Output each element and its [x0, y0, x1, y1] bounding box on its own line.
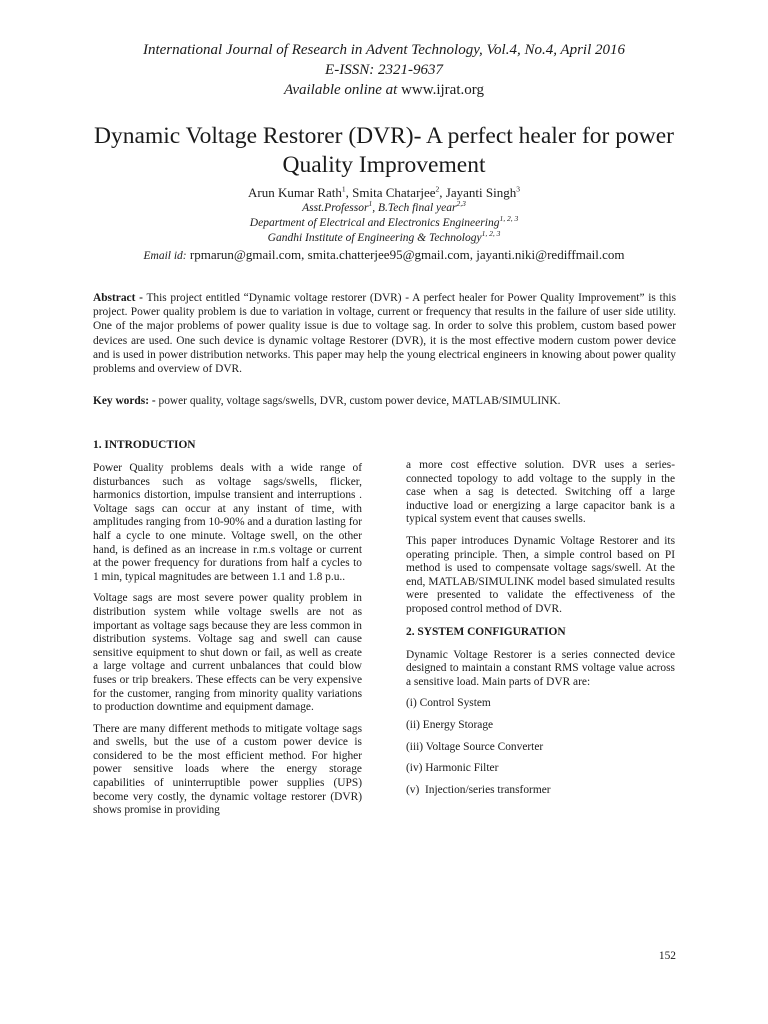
abstract-text: This project entitled “Dynamic voltage restorer (DVR) - A perfect healer for Power Quality Improvement” is this project. Power quality problem is due to variation in voltage, current or frequency that results in the failure of user side utility. One of the major problems of power quality issue is due to voltage sag. In order to solve this problem, custom based power devices are used. One such device is dynamic voltage Restorer (DVR), it is the most effective modern custom power device and is used in power distribution networks. This paper may help the young electrical engineers in knowing about power quality problems and overview of DVR.	[93, 292, 676, 376]
right-column	[406, 459, 675, 805]
keywords-text: power quality, voltage sags/swells, DVR, custom power device, MATLAB/SIMULINK.	[158, 395, 561, 407]
page-number: 152	[658, 950, 676, 962]
author-name: Jayanti Singh	[445, 185, 517, 200]
list-item: (iv) Harmonic Filter	[406, 762, 499, 775]
author-designation: Asst.Professor$^1$, B.Tech final year$^{2,3}$	[302, 199, 466, 214]
author-institute: Gandhi Institute of Engineering & Technology$^{1, 2, 3}$	[267, 229, 501, 244]
availability-prefix: Available online at	[284, 82, 398, 98]
paragraph: Power Quality problems deals with a wide range of disturbances such as voltage sags/swells, flicker, harmonics distortion, impulse transient and interruptions . Voltage sags can occur at any instant of time, with amplitudes ranging from 10-90% and a duration lasting for half a cycle to one minute. Voltage swell, on the other hand, is defined as an increase in r.m.s voltage or current at the power frequency for durations from half a cycles to 1 min, typical magnitudes are between 1.1 and 1.8 p.u..	[93, 462, 362, 583]
author-affil-mark: 2	[435, 184, 440, 194]
list-item: (v) Injection/series transformer	[406, 783, 551, 796]
author-emails	[60, 246, 708, 264]
author-name: Arun Kumar Rath	[248, 185, 342, 200]
author-department: Department of Electrical and Electronics Engineering$^{1, 2, 3}$	[249, 214, 519, 229]
left-column	[93, 438, 362, 826]
keywords-label: Key words: -	[93, 395, 156, 407]
list-item: (ii) Energy Storage	[406, 718, 494, 731]
journal-url-link[interactable]: www.ijrat.org	[401, 82, 484, 98]
author-block	[60, 184, 708, 264]
journal-header	[0, 40, 768, 100]
author-names: Arun Kumar Rath$^1$, Smita Chatarjee$^2$, Jayanti Singh$^3$	[248, 184, 520, 200]
paragraph: There are many different methods to mitigate voltage sags and swells, but the use of a custom power device is considered to be the most efficient method. For higher power sensitive loads where the energy storage capabilities of uninterruptible power supplies (UPS) become very costly, the dynamic voltage restorer (DVR) shows promise in providing	[93, 722, 362, 817]
list-item: (i) Control System	[406, 697, 491, 710]
email-list[interactable]: rpmarun@gmail.com, smita.chatterjee95@gmail.com, jayanti.niki@rediffmail.com	[189, 247, 625, 262]
journal-issn: E-ISSN: 2321-9637	[325, 62, 443, 78]
author-affil-mark: 3	[516, 184, 520, 194]
email-label: Email id:	[143, 250, 187, 262]
list-item: (iii) Voltage Source Converter	[406, 740, 544, 753]
journal-availability	[0, 80, 768, 100]
section-heading-introduction: 1. INTRODUCTION	[93, 439, 196, 451]
abstract-label: Abstract -	[93, 292, 143, 304]
author-name: Smita Chatarjee	[352, 185, 436, 200]
paragraph: This paper introduces Dynamic Voltage Restorer and its operating principle. Then, a simple control based on PI method is used to compensate voltage sags/swell. At the end, MATLAB/SIMULINK model based simulated results were presented to validate the effectiveness of the proposed control method of DVR.	[406, 534, 675, 615]
paper-title: Dynamic Voltage Restorer (DVR)- A perfect healer for power Quality Improvement	[94, 123, 674, 178]
paragraph: Voltage sags are most severe power quality problem in distribution system while voltage swells are not as important as voltage sags because they are less common in distribution systems. Voltage sag and swell can cause sensitive equipment to shut down or fail, as well as create a large voltage and current unbalances that could blow fuses or trip breakers. These effects can be very expensive for the customer, ranging from minority quality variations to production downtime and equipment damage.	[93, 592, 362, 714]
abstract	[93, 291, 676, 376]
paragraph: Dynamic Voltage Restorer is a series connected device designed to maintain a constant RMS voltage value across a sensitive load. Main parts of DVR are:	[406, 648, 675, 688]
keywords	[93, 394, 676, 408]
journal-name: International Journal of Research in Advent Technology, Vol.4, No.4, April 2016	[142, 42, 626, 58]
section-heading-system-configuration: 2. SYSTEM CONFIGURATION	[406, 625, 566, 638]
author-affil-mark: 1	[341, 184, 346, 194]
paragraph: a more cost effective solution. DVR uses a series-connected topology to add voltage to the supply in the case when a sag is detected. Switching off a large inductive load or energizing a large capacitor bank is a typical system event that causes swells.	[406, 459, 675, 526]
